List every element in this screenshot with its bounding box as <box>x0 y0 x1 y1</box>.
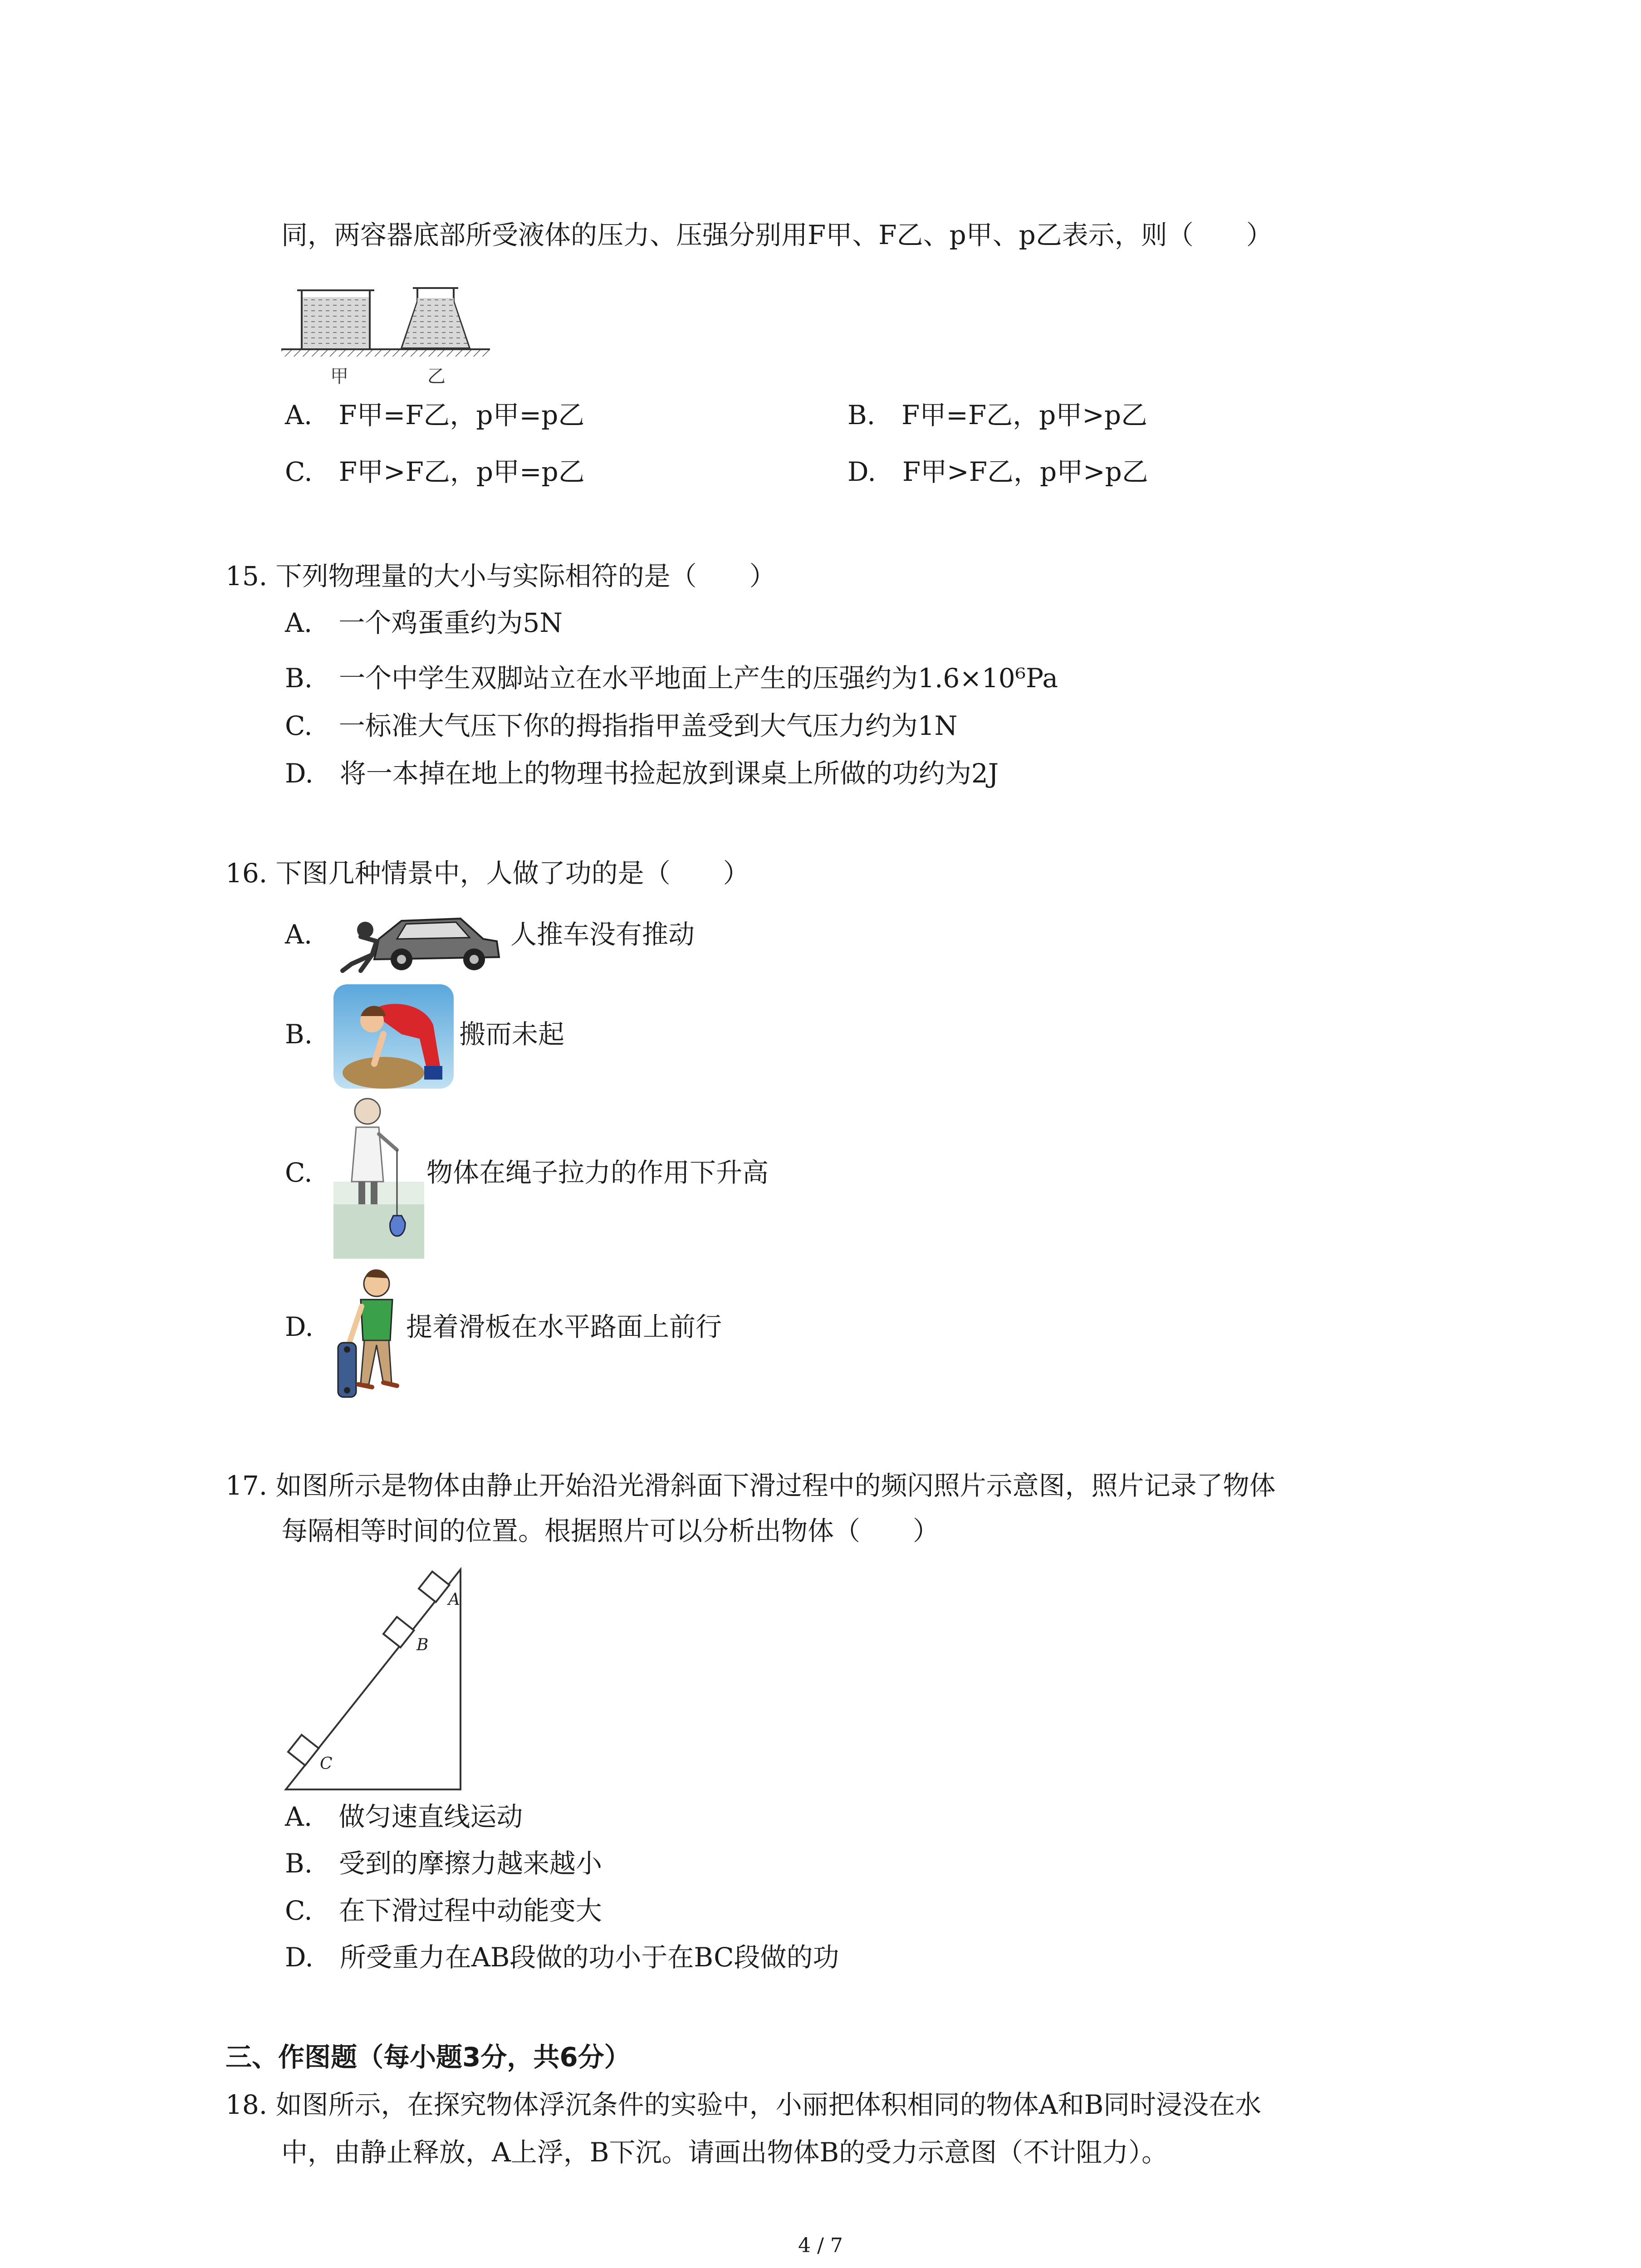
q17-option-a: A. 做匀速直线运动 <box>285 1801 523 1832</box>
label-point-b: B <box>416 1636 429 1654</box>
q16-option-d-letter: D. <box>285 1311 314 1342</box>
page-number: 4 / 7 <box>798 2234 843 2257</box>
push-car-picture <box>333 896 506 975</box>
q15-option-a: A. 一个鸡蛋重约为5N <box>285 607 563 638</box>
q16-option-c-text: 物体在绳子拉力的作用下升高 <box>426 1157 769 1188</box>
q14-option-c: C. F甲>F乙，p甲=p乙 <box>285 456 585 487</box>
q16-stem: 16. 下图几种情景中，人做了功的是（ ） <box>225 858 749 889</box>
q15-option-d: D. 将一本掉在地上的物理书捡起放到课桌上所做的功约为2J <box>285 758 999 789</box>
q17-stem-line1: 17. 如图所示是物体由静止开始沿光滑斜面下滑过程中的频闪照片示意图，照片记录了物体 <box>225 1470 1276 1501</box>
q16-option-b-letter: B. <box>285 1019 313 1050</box>
pull-rope-picture <box>333 1091 438 1259</box>
q14-figure <box>281 270 495 392</box>
q16-option-b-text: 搬而未起 <box>459 1019 565 1050</box>
q18-stem-line1: 18. 如图所示，在探究物体浮沉条件的实验中，小丽把体积相同的物体A和B同时浸没在水 <box>225 2089 1262 2120</box>
q18-stem-line2: 中，由静止释放，A上浮，B下沉。请画出物体B的受力示意图（不计阻力）。 <box>281 2137 1168 2168</box>
q16-option-a-letter: A. <box>285 919 313 950</box>
label-point-c: C <box>320 1755 333 1773</box>
q14-option-a: A. F甲=F乙，p甲=p乙 <box>285 400 585 430</box>
q17-option-b: B. 受到的摩擦力越来越小 <box>285 1848 603 1879</box>
label-jia: 甲 <box>330 366 348 387</box>
q17-option-d: D. 所受重力在AB段做的功小于在BC段做的功 <box>285 1942 839 1973</box>
q16-option-d-text: 提着滑板在水平路面上前行 <box>406 1311 722 1342</box>
q15-stem: 15. 下列物理量的大小与实际相符的是（ ） <box>225 561 776 591</box>
q14-stem: 同，两容器底部所受液体的压力、压强分别用F甲、F乙、p甲、p乙表示，则（ ） <box>281 220 1273 250</box>
q16-option-c-letter: C. <box>285 1157 313 1188</box>
q17-stem-line2: 每隔相等时间的位置。根据照片可以分析出物体（ ） <box>281 1515 940 1546</box>
q15-option-b: B. 一个中学生双脚站立在水平地面上产生的压强约为1.6×10⁶Pa <box>285 663 1058 694</box>
label-point-a: A <box>448 1590 460 1609</box>
incline-figure <box>272 1551 476 1796</box>
q15-option-c: C. 一标准大气压下你的拇指指甲盖受到大气压力约为1N <box>285 710 958 741</box>
q16-option-a-text: 人推车没有推动 <box>510 919 695 950</box>
q17-option-c: C. 在下滑过程中动能变大 <box>285 1895 602 1926</box>
lift-rock-picture <box>333 984 454 1089</box>
q14-option-b: B. F甲=F乙，p甲>p乙 <box>847 400 1147 430</box>
q14-option-d: D. F甲>F乙，p甲>p乙 <box>847 456 1148 487</box>
label-yi: 乙 <box>427 366 446 387</box>
skateboard-picture <box>333 1266 411 1402</box>
section-three-heading: 三、作图题（每小题3分，共6分） <box>225 2042 631 2072</box>
